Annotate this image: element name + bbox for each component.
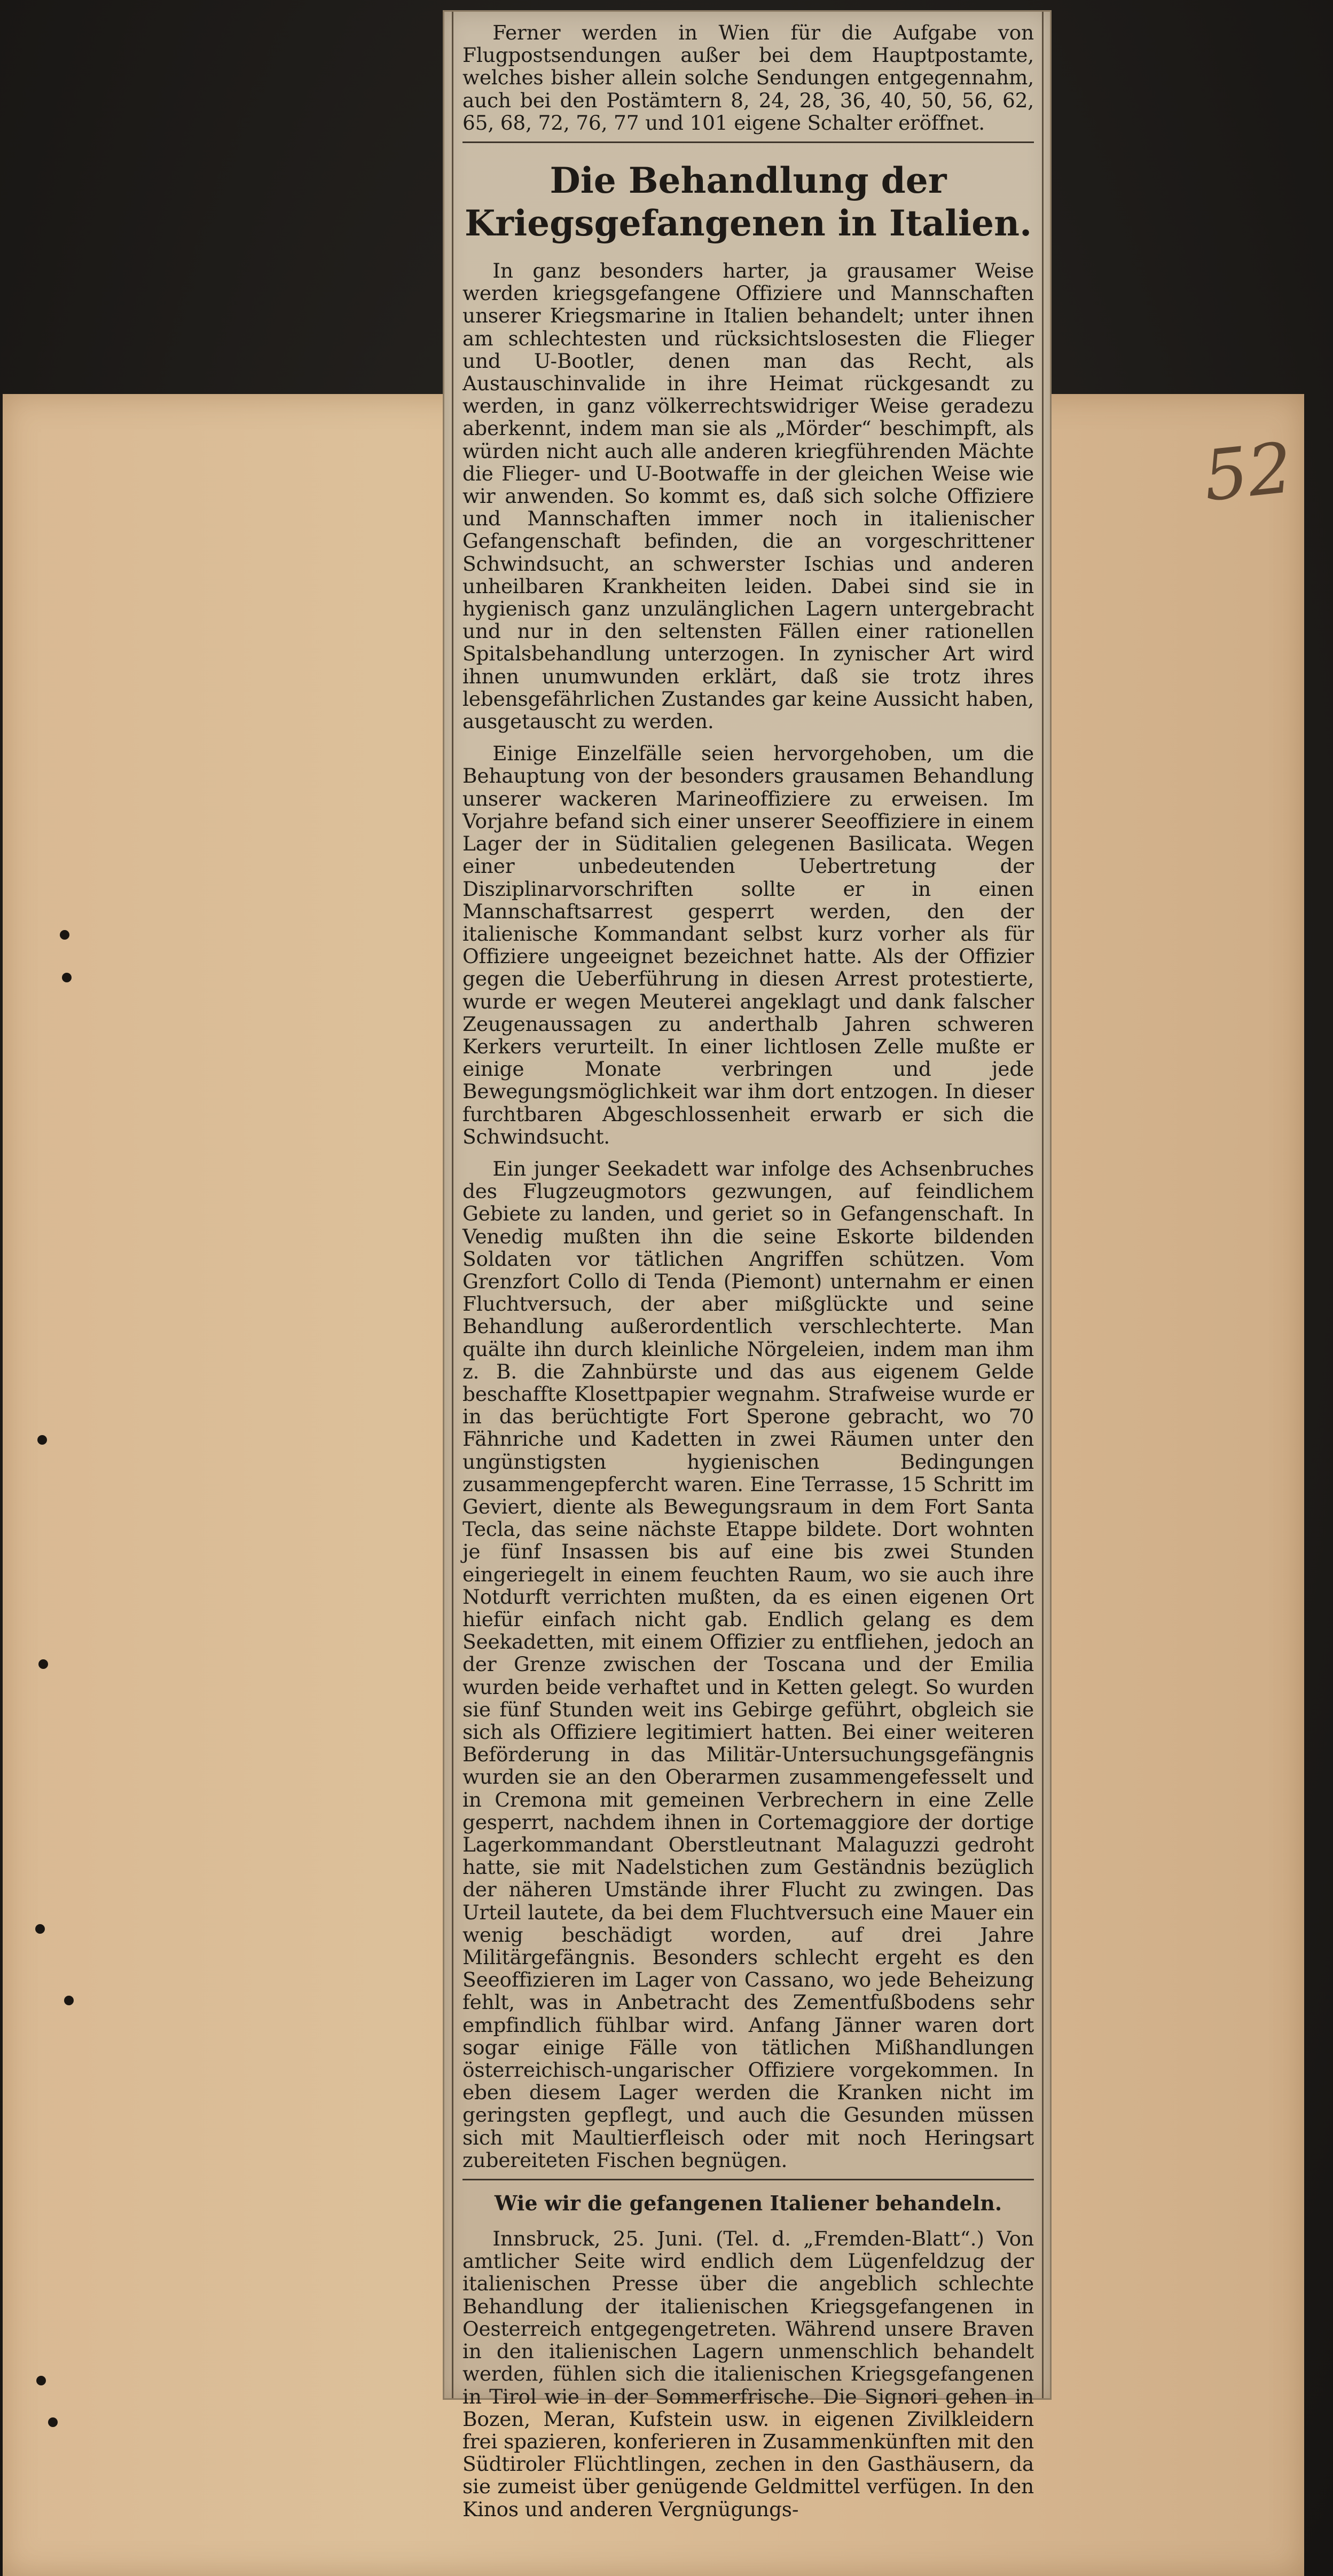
archive-number: 52	[1199, 427, 1296, 517]
newspaper-clipping	[444, 12, 1050, 2521]
article-subheadline: Wie wir die gefangenen Italiener behandeln.	[494, 2191, 1002, 2216]
pin-hole	[38, 1659, 48, 1669]
pin-hole	[60, 930, 69, 940]
pin-hole	[62, 973, 72, 982]
paragraph-gap	[462, 732, 1034, 742]
column-rule-left	[452, 12, 453, 2398]
column-rule-right	[1042, 12, 1044, 2398]
pin-hole	[48, 2417, 58, 2427]
section-divider	[462, 141, 1034, 143]
pin-hole	[64, 1996, 74, 2005]
pin-hole	[37, 1435, 47, 1445]
article-paragraph: Einige Einzelfälle seien hervorgehoben, um die Behauptung von der besonders grausamen Behandlung unserer wackeren Marineoffiziere zu erweisen. Im Vorjahre befand sich einer unserer Seeoffiziere in einem Lager der in Süditalien gelegenen Basilicata. Wegen einer unbedeutenden Uebertretung der Disziplinarvorschriften sollte er in einen Mannschaftsarrest gesperrt werden, den der italienische Kommandant selbst kurz vorher als für Offiziere ungeeignet bezeichnet hatte. Als der Offizier gegen die Ueberführung in diesen Arrest protestierte, wurde er wegen Meuterei angeklagt und dank falscher Zeugenaussagen zu anderthalb Jahren schweren Kerkers verurteilt. In einer lichtlosen Zelle mußte er einige Monate verbringen und jede Bewegungsmöglichkeit war ihm dort entzogen. In dieser furchtbaren Abgeschlossenheit erwarb er sich die Schwindsucht.	[462, 742, 1034, 1148]
article-headline: Die Behandlung der Kriegsgefangenen in Italien.	[464, 160, 1032, 245]
paragraph-gap	[462, 1148, 1034, 1157]
section-divider	[462, 2179, 1034, 2180]
final-paragraph: Innsbruck, 25. Juni. (Tel. d. „Fremden-Blatt“.) Von amtlicher Seite wird endlich dem Lügenfeldzug der italienischen Presse über die angeblich schlechte Behandlung der italienischen Kriegsgefangenen in Oesterreich entgegengetreten. Während unsere Braven in den italienischen Lagern unmenschlich behandelt werden, fühlen sich die italienischen Kriegsgefangenen in Tirol wie in der Sommerfrische. Die Signori gehen in Bozen, Meran, Kufstein usw. in eigenen Zivilkleidern frei spazieren, konferieren in Zusammenkünften mit den Südtiroler Flüchtlingen, zechen in den Gasthäusern, da sie zumeist über genügende Geldmittel verfügen. In den Kinos und anderen Vergnügungs-	[462, 2227, 1034, 2521]
pin-hole	[35, 1924, 45, 1934]
intro-paragraph: Ferner werden in Wien für die Aufgabe von Flugpostsendungen außer bei dem Hauptpostamte, welches bisher allein solche Sendungen entgegennahm, auch bei den Postämtern 8, 24, 28, 36, 40, 50, 56, 62, 65, 68, 72, 76, 77 und 101 eigene Schalter eröffnet.	[462, 21, 1034, 135]
article-paragraph: Ein junger Seekadett war infolge des Achsenbruches des Flugzeugmotors gezwungen, auf feindlichem Gebiete zu landen, und geriet so in Gefangenschaft. In Venedig mußten ihn die seine Eskorte bildenden Soldaten vor tätlichen Angriffen schützen. Vom Grenzfort Collo di Tenda (Piemont) unternahm er einen Fluchtversuch, der aber mißglückte und seine Behandlung außerordentlich verschlechterte. Man quälte ihn durch kleinliche Nörgeleien, indem man ihm z. B. die Zahnbürste und das aus eigenem Gelde beschaffte Klosettpapier wegnahm. Strafweise wurde er in das berüchtigte Fort Sperone gebracht, wo 70 Fähnriche und Kadetten in zwei Räumen unter den ungünstigsten hygienischen Bedingungen zusammengepfercht waren. Eine Terrasse, 15 Schritt im Geviert, diente als Bewegungsraum in dem Fort Santa Tecla, das seine nächste Etappe bildete. Dort wohnten je fünf Insassen bis auf eine bis zwei Stunden eingeriegelt in einem feuchten Raum, wo sie auch ihre Notdurft verrichten mußten, da es einen eigenen Ort hiefür einfach nicht gab. Endlich gelang es dem Seekadetten, mit einem Offizier zu entfliehen, jedoch an der Grenze zwischen der Toscana und der Emilia wurden beide verhaftet und in Ketten gelegt. So wurden sie fünf Stunden weit ins Gebirge geführt, obgleich sie sich als Offiziere legitimiert hatten. Bei einer weiteren Beförderung in das Militär-Untersuchungsgefängnis wurden sie an den Oberarmen zusammengefesselt und in Cremona mit gemeinen Verbrechern in eine Zelle gesperrt, nachdem ihnen in Cortemaggiore der dortige Lagerkommandant Oberstleutnant Malaguzzi gedroht hatte, sie mit Nadelstichen zum Geständnis bezüglich der näheren Umstände ihrer Flucht zu zwingen. Das Urteil lautete, da bei dem Fluchtversuch eine Mauer ein wenig beschädigt worden, auf drei Jahre Militärgefängnis. Besonders schlecht ergeht es den Seeoffizieren im Lager von Cassano, wo jede Beheizung fehlt, was in Anbetracht des Zementfußbodens sehr empfindlich fühlbar wird. Anfang Jänner waren dort sogar einige Fälle von tätlichen Mißhandlungen österreichisch-ungarischer Offiziere vorgekommen. In eben diesem Lager werden die Kranken nicht im geringsten gepflegt, und auch die Gesunden müssen sich mit Maultierfleisch oder mit noch Heringsart zubereiteten Fischen begnügen.	[462, 1156, 1034, 2172]
pin-hole	[36, 2376, 46, 2385]
article-paragraph: In ganz besonders harter, ja grausamer Weise werden kriegsgefangene Offiziere und Mannschaften unserer Kriegsmarine in Italien behandelt; unter ihnen am schlechtesten und rücksichtslosesten die Flieger und U-Bootler, denen man das Recht, als Austauschinvalide in ihre Heimat rückgesandt zu werden, in ganz völkerrechtswidriger Weise geradezu aberkennt, indem man sie als „Mörder“ beschimpft, als würden nicht auch alle anderen kriegführenden Mächte die Flieger- und U-Bootwaffe in der gleichen Weise wie wir anwenden. So kommt es, daß sich solche Offiziere und Mannschaften immer noch in italienischer Gefangenschaft befinden, die an vorgeschrittener Schwindsucht, an schwerster Ischias und anderen unheilbaren Krankheiten leiden. Dabei sind sie in hygienisch ganz unzulänglichen Lagern untergebracht und nur in den seltensten Fällen einer rationellen Spitalsbehandlung unterzogen. In zynischer Art wird ihnen unumwunden erklärt, daß sie trotz ihres lebensgefährlichen Zustandes gar keine Aussicht haben, ausgetauscht zu werden.	[462, 259, 1034, 734]
